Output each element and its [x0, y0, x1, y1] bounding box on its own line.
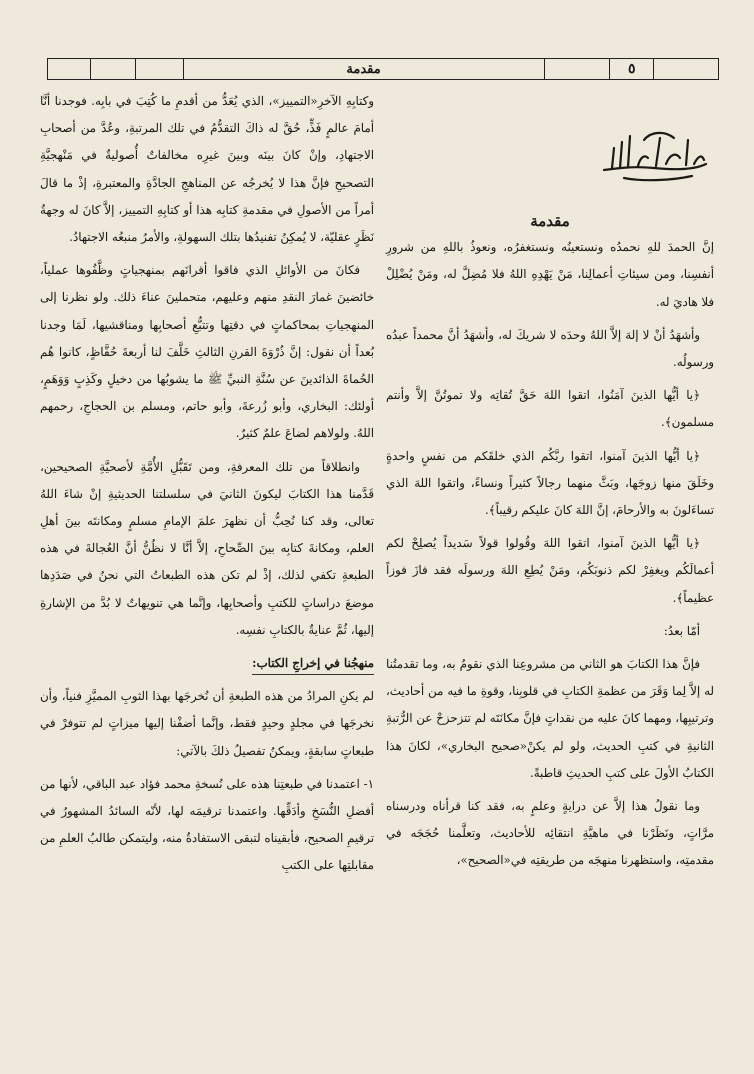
running-header [47, 58, 719, 80]
paragraph: لم يكنِ المرادُ من هذه الطبعةِ أن نُخرجَها بهذا الثوبِ المميَّزِ فنياً، وأن نخرجَها في مجلدٍ وحيدٍ فقط، وإنَّما أضفْنا إليها ميزاتٍ لم تتوفرْ في طبعاتٍ سابقةٍ، ويمكنُ تفصيلُ ذلكَ بالآتي: [40, 689, 374, 758]
numbered-item: ١- اعتمدنا في طبعتِنا هذه على نُسخةِ محمد فؤاد عبد الباقي، لأنها من أفضلِ النُّسَخِ وأدَقِّها. واعتمدنا ترقيمَه لها، لأنّه السائدُ المشهورُ في ترقيمِ الصحيح، فأبقيناه لتبقى الاستفادةُ منه، وليتمكن طالبُ العلمِ من مقابلتِها على الكتبِ [40, 776, 374, 873]
header-cell [136, 59, 184, 79]
paragraph: فكانَ من الأوائلِ الذي فاقوا أقرانَهم بمنهجياتٍ وظَّفُوها عملياً، خائضينَ غمارَ النقدِ منهم وعليهم، متحملينَ عناءَ ذلك. ولو نظرنا إلى المنهجياتِ بمحاكماتٍ في دقتِها وتتبُّعِ أصحابِها ومناقشيها، لَمَا وجدنا بُعداً أن نقول: إنَّ ذُرْوَةَ القرنِ الثالثِ خَلَّفَ لنا أربعةَ حُفَّاظٍ، كانوا هُم الحُماةَ الذائدينَ عن سُنَّةِ النبيِّ ﷺ ما يشوبُها من دخيلٍ وكَذِبٍ وَوَهَمٍ، أولئك: البخاري، وأبو زُرعةَ، وأبو حاتم، ومسلم بن الحجاجِ، رحمهم اللهُ. ولولاهم لضاعَ علمٌ كثيرٌ. [40, 263, 374, 441]
paragraph: وانطلاقاً من تلك المعرفةِ، ومن تَقَبُّلِ الأُمَّةِ لأصحيَّةِ الصحيحين، قَدَّمنا هذا الكتابَ ليكونَ الثانيَ في سلسلتنا الحديثيةِ إنْ شاءَ اللهُ تعالى، وقد كنا نُحِبُّ أن نظهرَ علمَ الإمامِ مسلمٍ ومكانتَه بينَ أهلِ العلم، ومكانةَ كتابِه بينَ الصِّحاحِ، إلاَّ أنَّا لا نظُنُّ أنَّ العُجالةَ في هذه الطبعةِ تكفي لذلك، إذْ لم تكن هذه الطبعاتُ التي نحنُ في صَدَدِها موضعَ دراساتٍ للكتبِ وأصحابِها، وإنَّما هي تنويهاتٌ لا بُدَّ من الإشارةِ إليها، ثُمَّ عنايةٌ بالكتابِ نفسِه. [40, 459, 374, 637]
header-cell [48, 59, 91, 79]
paragraph: وكتابِهِ الآخرِ«التمييز»، الذي يُعَدُّ من أقدمِ ما كُتِبَ في بابِه. فوجدنا أنَّا أمامَ عالمٍ فَذٍّ، حُقَّ له ذاكَ التقدُّمُ في تلك المرتبةِ، وعُدَّ من أصحابِ الاجتهادِ، وإنْ كانَ بينَه وبينَ غيرِه مخالفاتٌ أُصوليةٌ في مَنْهجيَّةِ التصحيحِ فإنَّ هذا لا يُخرجُه عن المناهجِ الجادَّةِ والمعتبرةِ، إذْ ما قالَ أمراً من الأصولِ في مقدمةِ كتابِه هذا أو كتابِهِ التمييز، إلاَّ كانَ له وجهةُ نَظَرٍ عقليّة، لا يُمكِنُ تفنيدُها بتلك السهولةِ، والأمرُ منبعُه الاجتهادُ. [40, 94, 374, 245]
page-number: ٥ [610, 59, 654, 79]
paragraph: وما نقولُ هذا إلاَّ عن درايةٍ وعلمٍ به، فقد كنا قرأناه ودرسناه مرَّاتٍ، ونَظَرْنا في ماهيَّةِ انتقائِه للأحاديث، وتعلَّمنا حُجَجَه في مقدمتِه، واستظهرنا منهجَه من طريقتِه في«الصحيح»، [386, 799, 714, 868]
basmala-calligraphy-icon [594, 118, 714, 188]
paragraph: أمّا بعدُ: [663, 623, 700, 638]
section-title: مقدمة [530, 212, 570, 231]
paragraph: إنَّ الحمدَ للهِ نحمدُه ونستعينُه ونستغفرُه، ونعوذُ باللهِ من شرورِ أنفسِنا، ومن سيئاتِ أعمالِنا، مَنْ يَهْدِهِ اللهُ فلا مُضِلَّ له، ومَنْ يُضْلِلْ فلا هاديَ له. [386, 240, 714, 309]
right-column [386, 88, 714, 1068]
paragraph: فإنَّ هذا الكتابَ هو الثاني من مشروعِنا الذي نقومُ به، وما تقدمتُنا له إلاَّ لِما وَقَرَ من عظمةِ الكتابِ في قلوبِنا، وقوةِ ما فيه من أحاديث، وترتيبِها، ومهما كانَ عليه من نقداتٍ فإنَّ مكانَتَه لم تتزحزحْ عن الرُّتبةِ الثانيةِ في كتبِ الحديث، ولو لم يكنْ«صحيح البخاري»، لكانَ هذا الكتابُ الأولَ على كتبِ الحديثِ قاطبةً. [386, 657, 714, 780]
header-cell [654, 59, 718, 79]
subheading-text: منهجُنا في إخراجِ الكتاب: [252, 652, 374, 675]
header-cell [91, 59, 136, 79]
quran-verse: ﴿يا أيُّها الذينَ آمنوا، اتقوا ربَّكُم الذي خلقَكم من نفسٍ واحدةٍ وخَلَقَ منها زوجَها، وبَثَّ منهما رجالاً كثيراً ونساءً، واتقوا اللهَ الذي تساءَلونَ به والأرحامَ، إنَّ اللهَ كانَ عليكم رقيباً﴾. [386, 448, 714, 518]
running-title: مقدمة [184, 59, 545, 79]
left-column [40, 88, 374, 1068]
subheading [40, 650, 374, 677]
paragraph: وأشهَدُ أنْ لا إلهَ إلاَّ اللهُ وحدَه لا شريكَ له، وأشهَدُ أنَّ محمداً عبدُه ورسولُه. [386, 327, 714, 370]
header-cell [545, 59, 611, 79]
quran-verse: ﴿يا أيُّها الذينَ آمنوا، اتقوا اللهَ وقُولوا قولاً سَديداً يُصلِحْ لكم أعمالَكُم ويغفِرْ لكم ذنوبَكُم، ومَنْ يُطِعِ اللهَ ورسولَه فقد فازَ فوزاً عظيماً﴾. [386, 536, 714, 605]
quran-verse: ﴿يا أيُّها الذينَ آمَنُوا، اتقوا اللهَ حَقَّ تُقاتِه ولا تموتُنَّ إلاَّ وأنتم مسلمون﴾. [386, 388, 714, 430]
